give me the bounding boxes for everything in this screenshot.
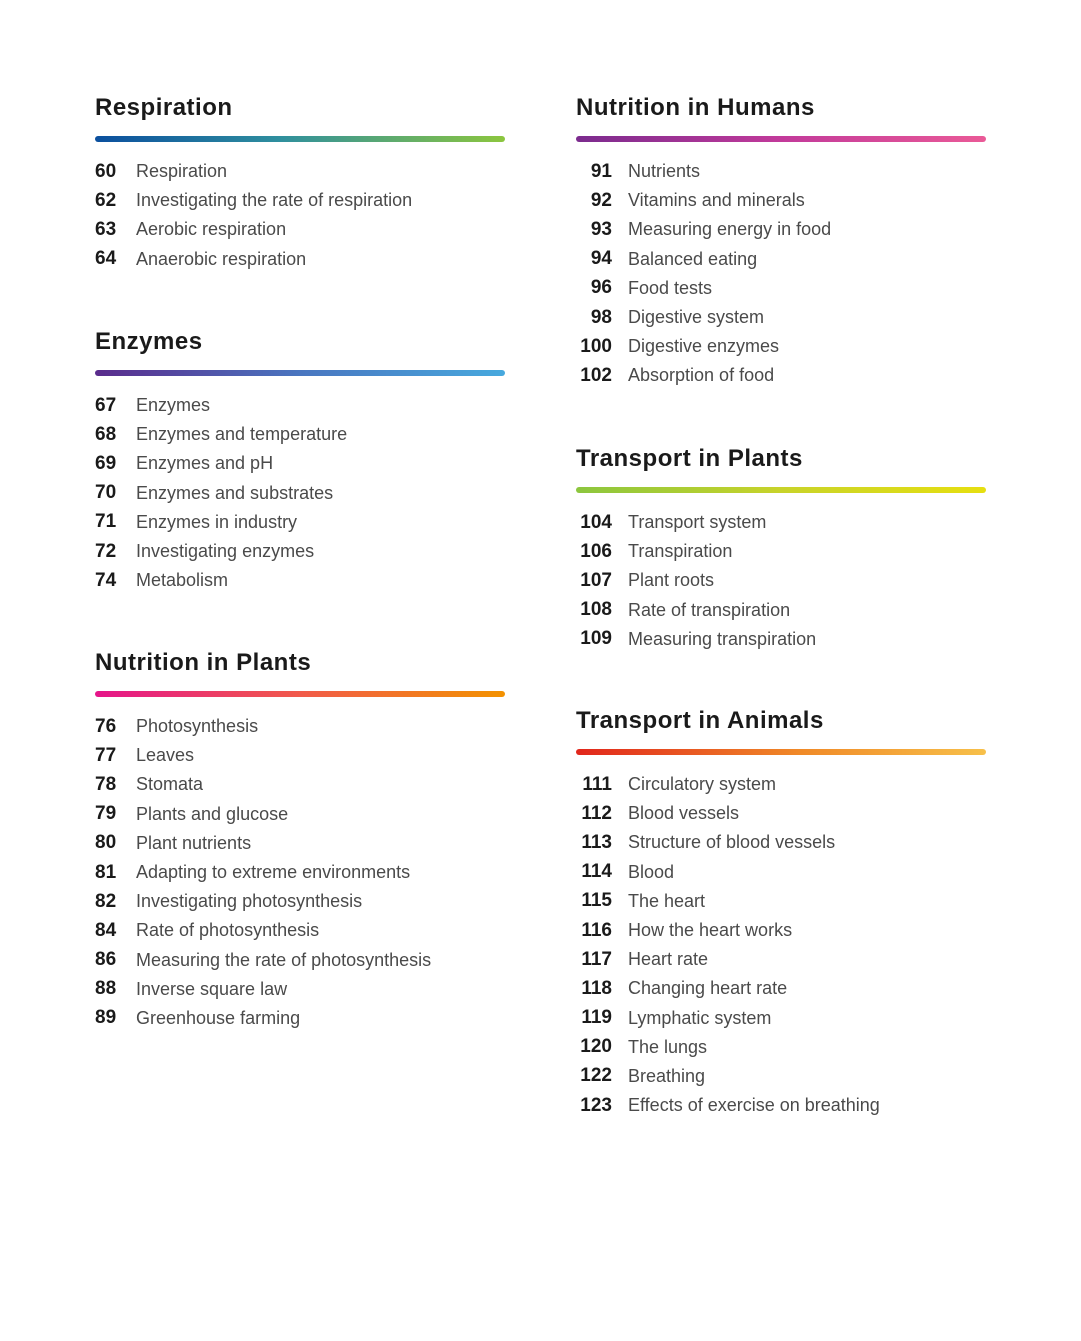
entry-title: Blood — [628, 861, 675, 882]
entry-title: Investigating enzymes — [136, 541, 315, 562]
entry-list — [576, 770, 986, 1120]
page-number: 86 — [95, 949, 117, 971]
toc-entry[interactable] — [576, 274, 986, 303]
page-number: 119 — [581, 1007, 612, 1029]
page-number: 80 — [95, 832, 117, 854]
page-number: 104 — [580, 511, 612, 533]
page-number: 68 — [95, 423, 117, 445]
toc-entry[interactable] — [576, 245, 986, 274]
section-heading: Transport in Plants — [576, 445, 803, 472]
toc-entry[interactable] — [576, 596, 986, 625]
page-number: 94 — [590, 248, 612, 270]
section-heading: Nutrition in Plants — [95, 649, 312, 676]
section-color-bar — [576, 136, 986, 142]
page-number: 115 — [581, 890, 612, 912]
section-color-bar — [576, 749, 986, 755]
page-number: 63 — [95, 218, 117, 240]
section-respiration — [95, 94, 505, 274]
toc-entry[interactable] — [576, 537, 986, 566]
page-number: 117 — [581, 948, 612, 970]
toc-entry[interactable] — [95, 829, 505, 858]
entry-title: Adapting to extreme environments — [136, 862, 411, 883]
page-number: 64 — [95, 248, 117, 270]
section-heading: Respiration — [95, 94, 233, 121]
entry-title: Blood vessels — [628, 803, 740, 824]
entry-title: Greenhouse farming — [136, 1007, 301, 1028]
entry-title: The lungs — [628, 1036, 708, 1057]
page-number: 108 — [580, 599, 612, 621]
page-number: 120 — [580, 1036, 612, 1058]
toc-entry[interactable] — [576, 828, 986, 857]
toc-entry[interactable] — [95, 887, 505, 916]
entry-title: Enzymes and pH — [136, 453, 274, 474]
page-number: 82 — [95, 890, 117, 912]
entry-title: Lymphatic system — [628, 1007, 772, 1028]
toc-entry[interactable] — [576, 215, 986, 244]
entry-title: Stomata — [136, 774, 204, 795]
entry-title: Plant nutrients — [136, 832, 252, 853]
toc-entry[interactable] — [576, 799, 986, 828]
entry-title: Circulatory system — [628, 774, 777, 795]
toc-entry[interactable] — [95, 916, 505, 945]
entry-title: Measuring transpiration — [628, 628, 817, 649]
section-enzymes — [95, 328, 505, 595]
entry-title: Structure of blood vessels — [628, 832, 836, 853]
toc-entry[interactable] — [95, 712, 505, 741]
page-number: 69 — [95, 452, 117, 474]
entry-title: Inverse square law — [136, 978, 288, 999]
entry-title: Investigating the rate of respiration — [136, 190, 413, 211]
section-transport-in-plants — [576, 445, 986, 654]
entry-title: Metabolism — [136, 570, 229, 591]
entry-title: Changing heart rate — [628, 978, 788, 999]
page-number: 92 — [590, 189, 612, 211]
toc-entry[interactable] — [576, 916, 986, 945]
toc-entry[interactable] — [95, 858, 505, 887]
entry-title: Investigating photosynthesis — [136, 891, 363, 912]
page-number: 106 — [580, 540, 612, 562]
entry-title: Plants and glucose — [136, 803, 289, 824]
entry-title: Absorption of food — [628, 365, 775, 386]
page-number: 100 — [580, 335, 612, 357]
toc-entry[interactable] — [95, 800, 505, 829]
entry-title: Effects of exercise on breathing — [628, 1095, 880, 1116]
toc-entry[interactable] — [95, 479, 505, 508]
entry-title: Breathing — [628, 1065, 706, 1086]
toc-entry[interactable] — [95, 1004, 505, 1033]
page-number: 91 — [590, 160, 612, 182]
entry-title: Plant roots — [628, 570, 715, 591]
page-number: 123 — [580, 1094, 612, 1116]
entry-title: Nutrients — [628, 161, 701, 182]
section-nutrition-in-humans — [576, 94, 986, 391]
section-color-bar — [95, 370, 505, 376]
toc-entry[interactable] — [95, 245, 505, 274]
toc-entry[interactable] — [576, 508, 986, 537]
entry-title: Measuring the rate of photosynthesis — [136, 949, 432, 970]
toc-entry[interactable] — [95, 537, 505, 566]
toc-entry[interactable] — [576, 887, 986, 916]
entry-title: Digestive system — [628, 307, 765, 328]
page-number: 62 — [95, 189, 117, 211]
section-heading: Transport in Animals — [576, 707, 824, 734]
toc-entry[interactable] — [576, 1033, 986, 1062]
entry-title: Transpiration — [628, 541, 733, 562]
page-number: 113 — [581, 831, 612, 853]
page-number: 116 — [581, 919, 612, 941]
page-number: 79 — [95, 803, 117, 825]
page-number: 84 — [95, 919, 117, 941]
toc-entry[interactable] — [95, 566, 505, 595]
entry-title: Anaerobic respiration — [136, 248, 307, 269]
entry-title: How the heart works — [628, 920, 793, 941]
toc-entry[interactable] — [576, 945, 986, 974]
entry-title: Enzymes and substrates — [136, 482, 334, 503]
page-number: 72 — [95, 540, 117, 562]
toc-entry[interactable] — [95, 391, 505, 420]
toc-entry[interactable] — [576, 1062, 986, 1091]
entry-title: Balanced eating — [628, 248, 758, 269]
page-number: 88 — [95, 978, 117, 1000]
toc-entry[interactable] — [576, 186, 986, 215]
section-color-bar — [576, 487, 986, 493]
toc-entry[interactable] — [95, 157, 505, 186]
toc-entry[interactable] — [95, 741, 505, 770]
toc-entry[interactable] — [576, 858, 986, 887]
toc-entry[interactable] — [95, 215, 505, 244]
entry-list — [576, 157, 986, 391]
entry-title: The heart — [628, 890, 706, 911]
entry-title: Enzymes and temperature — [136, 424, 348, 445]
entry-title: Heart rate — [628, 949, 709, 970]
page-number: 111 — [582, 773, 612, 795]
entry-title: Measuring energy in food — [628, 219, 832, 240]
entry-list — [95, 391, 505, 595]
section-color-bar — [95, 691, 505, 697]
entry-title: Rate of transpiration — [628, 599, 791, 620]
entry-title: Vitamins and minerals — [628, 190, 805, 211]
page-number: 77 — [95, 744, 117, 766]
section-color-bar — [95, 136, 505, 142]
entry-list — [95, 157, 505, 274]
toc-entry[interactable] — [576, 361, 986, 390]
toc-entry[interactable] — [576, 303, 986, 332]
toc-entry[interactable] — [576, 157, 986, 186]
entry-title: Digestive enzymes — [628, 336, 780, 357]
page-number: 112 — [581, 802, 612, 824]
page-number: 122 — [580, 1065, 612, 1087]
toc-entry[interactable] — [95, 975, 505, 1004]
toc-entry[interactable] — [95, 420, 505, 449]
page-number: 60 — [95, 160, 117, 182]
page-number: 74 — [95, 569, 117, 591]
toc-entry[interactable] — [576, 1004, 986, 1033]
page-number: 118 — [581, 977, 612, 999]
section-transport-in-animals — [576, 707, 986, 1120]
entry-title: Aerobic respiration — [136, 219, 287, 240]
entry-title: Transport system — [628, 512, 767, 533]
toc-entry[interactable] — [95, 449, 505, 478]
toc-entry[interactable] — [576, 974, 986, 1003]
section-nutrition-in-plants — [95, 649, 505, 1033]
toc-entry[interactable] — [95, 946, 505, 975]
toc-entry[interactable] — [576, 332, 986, 361]
entry-title: Enzymes in industry — [136, 511, 298, 532]
page-number: 81 — [95, 861, 117, 883]
entry-title: Photosynthesis — [136, 716, 259, 737]
page-number: 98 — [590, 306, 612, 328]
entry-title: Enzymes — [136, 395, 211, 416]
page-number: 102 — [580, 364, 612, 386]
page-number: 109 — [580, 628, 612, 650]
toc-entry[interactable] — [95, 508, 505, 537]
entry-title: Leaves — [136, 745, 195, 766]
page-number: 89 — [95, 1007, 117, 1029]
page-number: 76 — [95, 715, 117, 737]
toc-entry[interactable] — [576, 770, 986, 799]
page-number: 71 — [95, 511, 117, 533]
entry-title: Food tests — [628, 277, 713, 298]
entry-title: Respiration — [136, 161, 228, 182]
toc-entry[interactable] — [576, 625, 986, 654]
toc-entry[interactable] — [95, 770, 505, 799]
page-number: 67 — [95, 394, 117, 416]
page-number: 70 — [95, 482, 117, 504]
toc-entry[interactable] — [95, 186, 505, 215]
page-number: 93 — [590, 218, 612, 240]
page-number: 96 — [590, 277, 612, 299]
toc-entry[interactable] — [576, 1091, 986, 1120]
entry-list — [576, 508, 986, 654]
section-heading: Enzymes — [95, 328, 203, 355]
entry-title: Rate of photosynthesis — [136, 920, 320, 941]
entry-list — [95, 712, 505, 1033]
page-number: 114 — [581, 861, 612, 883]
toc-entry[interactable] — [576, 566, 986, 595]
page-number: 78 — [95, 773, 117, 795]
page-number: 107 — [580, 569, 612, 591]
section-heading: Nutrition in Humans — [576, 94, 815, 121]
